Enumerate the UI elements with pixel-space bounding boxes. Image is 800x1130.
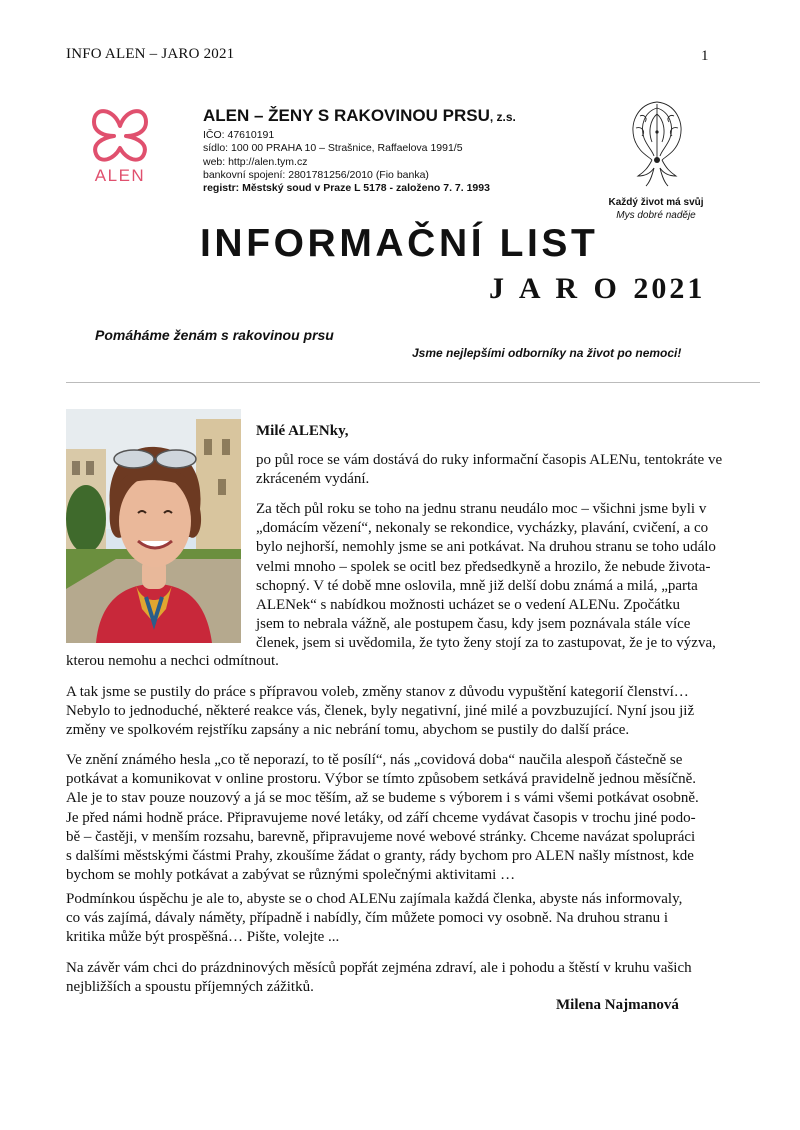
page-number: 1 xyxy=(701,48,709,64)
organization-bank: bankovní spojení: 2801781256/2010 (Fio banka) xyxy=(203,168,429,181)
motto xyxy=(596,196,716,222)
paragraph-line: Ale je to stav pouze nouzový a já se moc těším, až se budeme s výborem i s vámi všemi potkávat osobně. xyxy=(66,790,699,807)
paragraph-line: Je před námi hodně práce. Připravujeme nové letáky, od září chceme vydávat časopis v trochu jiné podo- xyxy=(66,809,696,826)
motto-line-2: Mys dobré naděje xyxy=(616,210,696,221)
letter-paragraph-4 xyxy=(66,751,766,885)
paragraph-line: kritika může být prospěšná… Pište, volejte ... xyxy=(66,929,340,946)
organization-name-text: ALEN – ŽENY S RAKOVINOU PRSU xyxy=(203,106,490,125)
portrait-photo xyxy=(66,409,241,643)
paragraph-line: bě – častěji, v menším rozsahu, barevně, připravujeme nové webové stránky. Chceme navázat spolupráci xyxy=(66,828,696,845)
paragraph-line: co vás zajímá, dávaly náměty, případně i nabídly, čím můžete pomoci vy osobně. Na druhou stranu i xyxy=(66,910,669,927)
organization-ico: IČO: 47610191 xyxy=(203,129,275,141)
paragraph-line: členek, jsem si uvědomila, že tyto ženy stojí za to zastupovat, že je to výzva, xyxy=(256,635,716,652)
organization-info xyxy=(203,106,516,195)
document-title: INFORMAČNÍ LIST xyxy=(200,222,599,265)
paragraph-line: „domácím vězení“, nekonaly se rekondice, vycházky, plavání, cvičení, a co xyxy=(256,520,709,537)
slogan-left: Pomáháme ženám s rakovinou prsu xyxy=(95,327,334,343)
paragraph-line: bychom se mohly potkávat a zabývat se různými společnými aktivitami … xyxy=(66,867,516,884)
letter-paragraph-1: po půl roce se vám dostává do ruky informační časopis ALENu, tentokráte ve zkráceném vydání. xyxy=(256,452,723,488)
organization-web: web: http://alen.tym.cz xyxy=(203,155,308,168)
paragraph-line: Podmínkou úspěchu je ale to, abyste se o chod ALENu zajímala každá členka, abyste nás informovaly, xyxy=(66,891,683,907)
motto-line-1: Každý život má svůj xyxy=(608,197,704,208)
paragraph-line: nejbližších a spoustu příjemných zážitků. xyxy=(66,979,314,996)
organization-name xyxy=(203,106,516,126)
paragraph-line: Nebylo to jednoduché, některé reakce vás, členek, byly negativní, jiné milé a povzbuzující. Nyní jsou již xyxy=(66,703,695,720)
paragraph-line: jsem to nebrala vážně, ale postupem času, kdy jsem poznávala stále více xyxy=(256,616,691,633)
slogan-right: Jsme nejlepšími odborníky na život po nemoci! xyxy=(412,346,682,360)
paragraph-line: ALENek“ s nabídkou možnosti ucházet se o vedení ALENu. Zpočátku xyxy=(256,597,681,614)
paragraph-line: Za těch půl roku se toho na jednu stranu neudálo moc – všichni jsme byli v xyxy=(256,501,707,517)
organization-registry: registr: Městský soud v Praze L 5178 - založeno 7. 7. 1993 xyxy=(203,182,490,195)
paragraph-line: schopný. V té době mne oslovila, mně již delší dobu známá a milá, „parta xyxy=(256,577,698,594)
paragraph-line: bylo nejhorší, nemohly jsme se ani potkávat. Na druhou stranu se toho událo xyxy=(256,539,716,556)
organization-legal-form: , z.s. xyxy=(489,110,516,124)
organization-seat: sídlo: 100 00 PRAHA 10 – Strašnice, Raffaelova 1991/5 xyxy=(203,142,463,155)
paragraph-line: s dalšími městskými částmi Prahy, zkoušíme žádat o granty, rády bychom pro ALEN našly místnost, kde xyxy=(66,848,694,865)
letter-greeting: Milé ALENky, xyxy=(256,423,349,439)
paragraph-line: Na závěr vám chci do prázdninových měsíců popřát zejména zdraví, ale i pohodu a štěstí v kruhu vašich xyxy=(66,960,692,976)
paragraph-line: potkávat a komunikovat v online prostoru. Výbor se tímto způsobem setkává pravidelně jednou měsíčně. xyxy=(66,771,696,788)
letter-signature: Milena Najmanová xyxy=(556,997,679,1013)
letter-paragraph-6 xyxy=(66,959,766,997)
paragraph-line: změny ve spolkovém rejstříku zapsány a nic nebrání tomu, abychom se pustily do další práce. xyxy=(66,722,630,739)
letter-paragraph-3 xyxy=(66,683,766,741)
peacock-emblem-icon xyxy=(626,98,688,190)
paragraph-line: A tak jsme se pustily do práce s přípravou voleb, změny stanov z důvodu vypuštění kategorií členství… xyxy=(66,684,689,700)
paragraph-line: Ve znění známého hesla „co tě neporazí, to tě posílí“, nás „covidová doba“ naučila alespoň částečně se xyxy=(66,752,683,768)
logo-text: ALEN xyxy=(94,166,146,185)
paragraph-line: velmi mnoho – spolek se ocitl bez předsedkyně a hrozilo, že nebude života- xyxy=(256,558,711,575)
letter-paragraph-2-tail: kterou nemohu a nechci odmítnout. xyxy=(66,653,279,669)
running-head: INFO ALEN – JARO 2021 xyxy=(66,46,235,62)
document-season: J A R O 2021 xyxy=(489,272,706,305)
letter-paragraph-5 xyxy=(66,890,766,948)
header-divider xyxy=(66,382,760,383)
letter-paragraph-2 xyxy=(256,500,756,654)
